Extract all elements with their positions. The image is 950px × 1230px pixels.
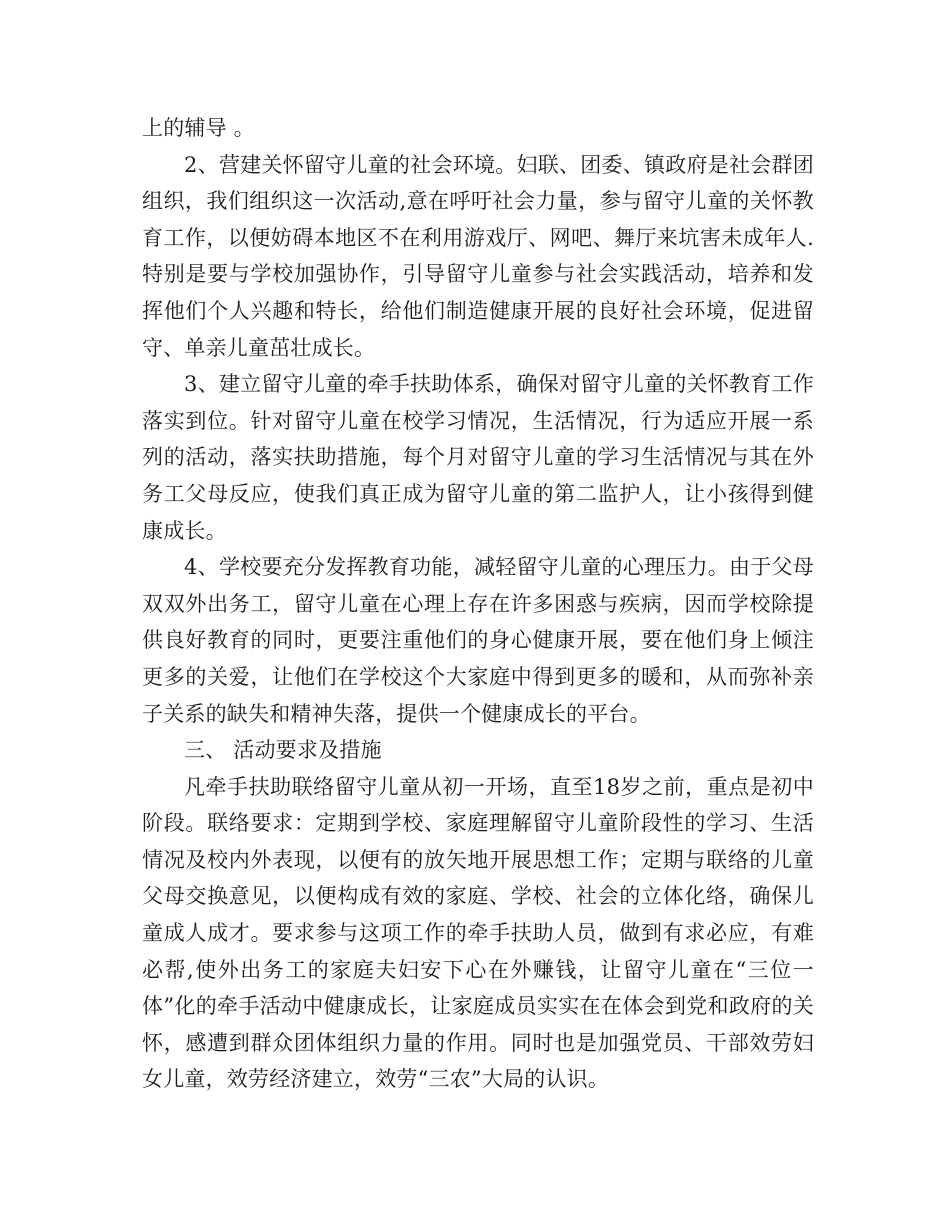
document-body [142, 110, 814, 1098]
paragraph-item-2: 2、营建关怀留守儿童的社会环境。妇联、团委、镇政府是社会群团组织，我们组织这一次活动,意在呼吁社会力量，参与留守儿童的关怀教育工作，以便妨碍本地区不在利用游戏厅、网吧、舞厅来坑害未成年人.特别是要与学校加强协作，引导留守儿童参与社会实践活动，培养和发挥他们个人兴趣和特长，给他们制造健康开展的良好社会环境，促进留守、单亲儿童茁壮成长。 [142, 152, 814, 360]
paragraph-item-3: 3、建立留守儿童的牵手扶助体系，确保对留守儿童的关怀教育工作落实到位。针对留守儿童在校学习情况，生活情况，行为适应开展一系列的活动，落实扶助措施，每个月对留守儿童的学习生活情况与其在外务工父母反应，使我们真正成为留守儿童的第二监护人，让小孩得到健康成长。 [142, 372, 814, 543]
paragraph-requirements: 凡牵手扶助联络留守儿童从初一开场，直至18岁之前，重点是初中阶段。联络要求：定期到学校、家庭理解留守儿童阶段性的学习、生活情况及校内外表现，以便有的放矢地开展思想工作；定期与联络的儿童父母交换意见，以便构成有效的家庭、学校、社会的立体化络，确保儿童成人成才。要求参与这项工作的牵手扶助人员，做到有求必应，有难必帮,使外出务工的家庭夫妇安下心在外赚钱，让留守儿童在“三位一体”化的牵手活动中健康成长，让家庭成员实实在在体会到党和政府的关怀，感遭到群众团体组织力量的作用。同时也是加强党员、干部效劳妇女儿童，效劳经济建立，效劳“三农”大局的认识。 [142, 774, 814, 1092]
paragraph-continuation: 上的辅导 。 [142, 116, 255, 140]
paragraph-item-4: 4、学校要充分发挥教育功能，减轻留守儿童的心理压力。由于父母双双外出务工，留守儿童在心理上存在许多困惑与疾病，因而学校除提供良好教育的同时，更要注重他们的身心健康开展，要在他们身上倾注更多的关爱，让他们在学校这个大家庭中得到更多的暖和，从而弥补亲子关系的缺失和精神失落，提供一个健康成长的平台。 [142, 555, 814, 726]
section-heading: 三、 活动要求及措施 [184, 738, 382, 763]
